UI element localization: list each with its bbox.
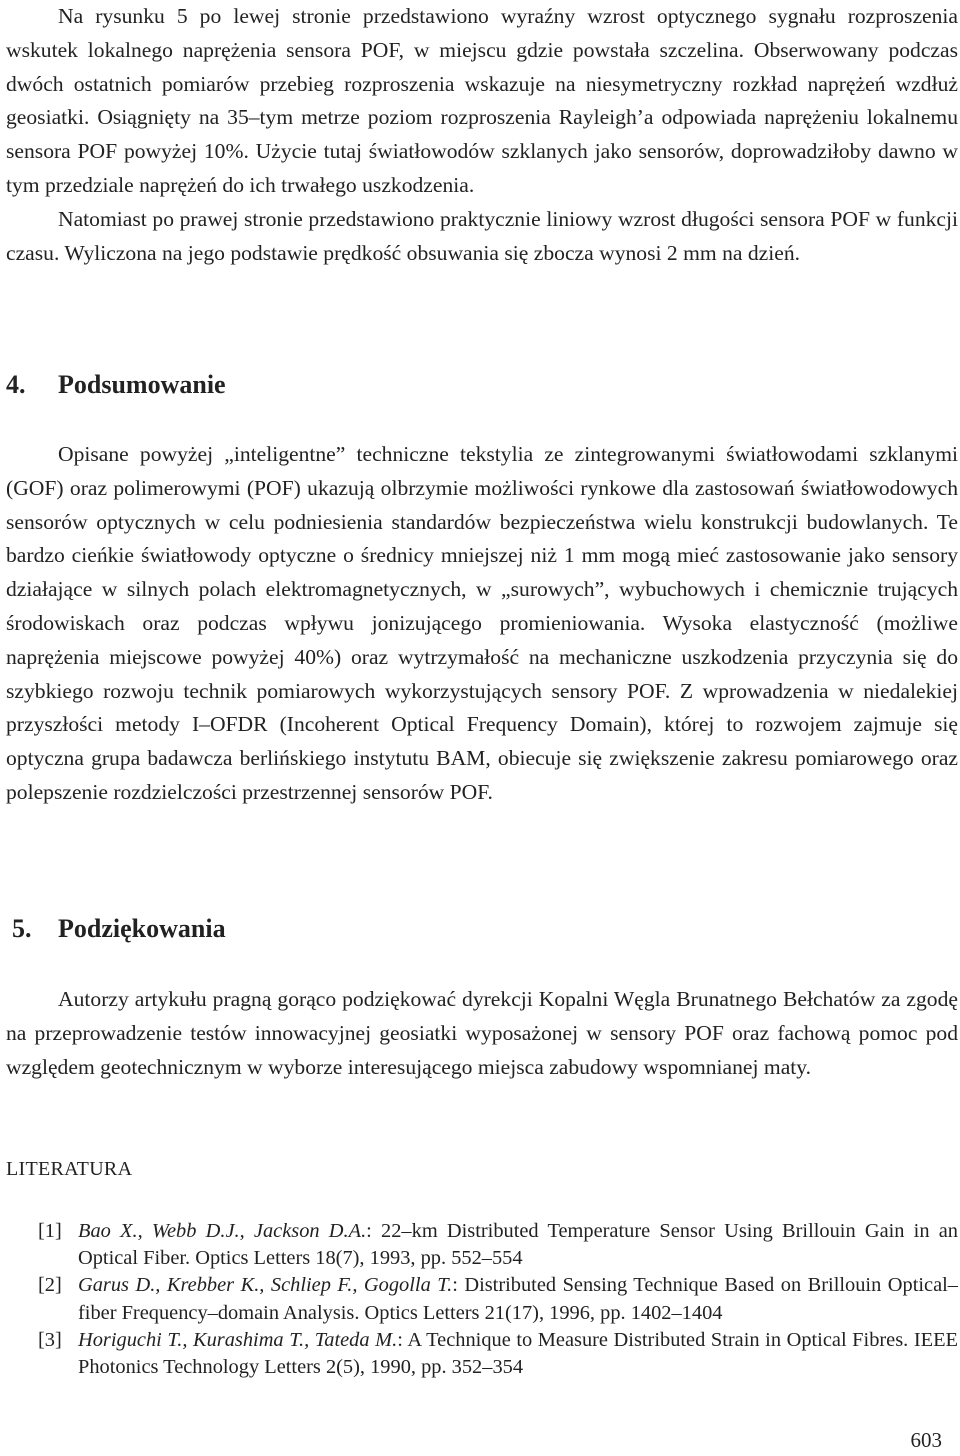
section-5-heading bbox=[6, 914, 226, 944]
section-5-number: 5. bbox=[12, 914, 32, 943]
reference-authors: Garus D., Krebber K., Schliep F., Gogolla T. bbox=[78, 1274, 453, 1297]
reference-list bbox=[6, 1218, 958, 1381]
reference-item bbox=[6, 1272, 958, 1326]
reference-item bbox=[6, 1327, 958, 1381]
section-4-title: Podsumowanie bbox=[58, 370, 226, 399]
section-5-paragraph: Autorzy artykułu pragną gorąco podziękować dyrekcji Kopalni Węgla Brunatnego Bełchatów za zgodę na przeprowadzenie testów innowacyjnej geosiatki wyposażonej w sensory POF oraz fachową pomoc pod względem geotechnicznym w wyborze interesującego miejsca zabudowy wspomnianej maty. bbox=[6, 987, 958, 1079]
reference-number: [1] bbox=[38, 1220, 62, 1242]
continuation-text bbox=[6, 0, 958, 270]
page-number: 603 bbox=[910, 1428, 942, 1452]
reference-text: : A Technique to Measure Distributed Strain in Optical Fibres. IEEE Photonics Technology Letters 2(5), 1990, pp. 352–354 bbox=[78, 1328, 958, 1379]
reference-body bbox=[78, 1218, 958, 1272]
reference-authors: Horiguchi T., Kurashima T., Tateda M. bbox=[78, 1328, 398, 1351]
section-4-number: 4. bbox=[6, 370, 26, 399]
section-4-paragraph: Opisane powyżej „inteligentne” techniczne tekstylia ze zintegrowanymi światłowodami szklanymi (GOF) oraz polimerowymi (POF) ukazują olbrzymie możliwości rynkowe dla zastosowań światłowodowych sensorów optycznych w celu podniesienia standardów bezpieczeństwa wielu konstrukcji budowlanych. Te bardzo cieńkie światłowody optyczne o średnicy mniejszej niż 1 mm mogą mieć zastosowanie jako sensory działające w silnych polach elektromagnetycznych, w „surowych”, wybuchowych i chemicznie trujących środowiskach oraz podczas wpływu jonizującego promieniowania. Wysoka elastyczność (możliwe naprężenia miejscowe powyżej 40%) oraz wytrzymałość na mechaniczne uszkodzenia przyczynia się do szybkiego rozwoju technik pomiarowych wykorzystujących sensory POF. Z wprowadzenia w niedalekiej przyszłości metody I–OFDR (Incoherent Optical Frequency Domain), której to rozwojem zajmuje się optyczna grupa badawcza berlińskiego instytutu BAM, obiecuje się zwiększenie zakresu pomiarowego oraz polepszenie rozdzielczości przestrzennej sensorów POF. bbox=[6, 442, 958, 804]
reference-number: [3] bbox=[38, 1328, 62, 1351]
paragraph-figure5-right: Natomiast po prawej stronie przedstawiono praktycznie liniowy wzrost długości sensora POF w funkcji czasu. Wyliczona na jego podstawie prędkość obsuwania się zbocza wynosi 2 mm na dzień. bbox=[6, 206, 958, 265]
reference-text: : 22–km Distributed Temperature Sensor Using Brillouin Gain in an Optical Fiber. Optics Letters 18(7), 1993, pp. 552–554 bbox=[78, 1220, 958, 1270]
reference-number: [2] bbox=[38, 1274, 62, 1297]
section-4-heading bbox=[6, 370, 226, 400]
reference-body bbox=[78, 1272, 958, 1326]
reference-body bbox=[78, 1327, 958, 1381]
reference-text: : Distributed Sensing Technique Based on Brillouin Optical–fiber Frequency–domain Analysis. Optics Letters 21(17), 1996, pp. 1402–1404 bbox=[78, 1274, 958, 1324]
paragraph-figure5-left: Na rysunku 5 po lewej stronie przedstawiono wyraźny wzrost optycznego sygnału rozproszenia wskutek lokalnego naprężenia sensora POF, w miejscu gdzie powstała szczelina. Obserwowany podczas dwóch ostatnich pomiarów przebieg rozproszenia wskazuje na niesymetryczny rozkład naprężeń wzdłuż geosiatki. Osiągnięty na 35–tym metrze poziom rozproszenia Rayleigh’a odpowiada naprężeniu lokalnemu sensora POF powyżej 10%. Użycie tutaj światłowodów szklanych jako sensorów, doprowadziłoby dawno w tym przedziale naprężeń do ich trwałego uszkodzenia. bbox=[6, 4, 958, 197]
section-5-body bbox=[6, 983, 958, 1084]
section-4-body bbox=[6, 438, 958, 810]
literature-heading: LITERATURA bbox=[6, 1158, 133, 1180]
reference-item bbox=[6, 1218, 958, 1272]
reference-authors: Bao X., Webb D.J., Jackson D.A. bbox=[78, 1220, 367, 1242]
section-5-title: Podziękowania bbox=[58, 914, 226, 943]
